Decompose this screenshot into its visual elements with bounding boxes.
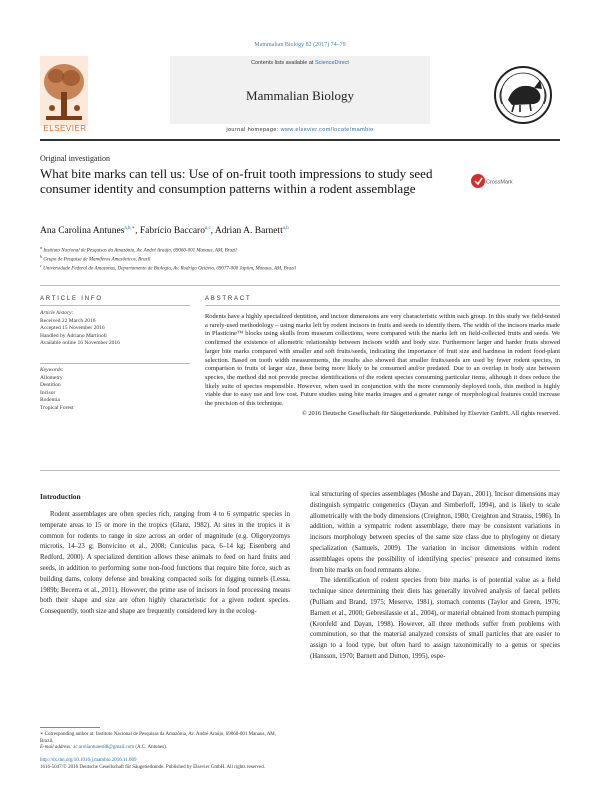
- footnote-address: ∗ Corresponding author at: Instituto Nacional de Pesquisas da Amazônia, Av. André Araújo, 69060-001 Manaus, AM, Brazil.: [40, 732, 277, 744]
- abstract-text: [205, 313, 560, 418]
- article-history: [40, 310, 190, 348]
- keyword: Tropical Forest: [40, 404, 74, 411]
- abstract-body: Rodents have a highly specialized dentition, and incisor dimensions are very characteristic within each group. In this study we field-tested a rarely-used methodology – using marks left by rodent incisors in fruits and seeds to identify them. The width of the incisors marks made in Plasticine™ blocks using skulls from museum collections, were compared with the marks left on field-collected fruits and seeds. We confirmed the existence of allometric relationship between incisors width and body size. Furthermore larger and harder fruits showed larger bite marks compared with smaller and soft fruits/seeds, indicating the importance of fruit size and hardness in rodent food-plant selection. Based on tooth width measurements, the results also showed that smaller fruits/seeds are used by fewer rodent species, in comparison to fruits of larger size, these being more likely to be consumed and/or predated. Due to an overlap in body size between species, the method did not provide precise identifications of the rodent species consuming particular items, although it does reduce the likely suite of species responsible. However, when used in conjunction with the more commonly deployed tools, this method is highly viable due to easy use and low cost. Future studies using bite marks images and a greater range of morphological features could increase the precision of this technique.: [205, 313, 560, 408]
- issn-line: 1616-5047/© 2016 Deutsche Gesellschaft für Säugetierkunde. Published by Elsevier GmbH. All rights reserved.: [40, 765, 266, 770]
- history-accepted: Accepted 15 November 2016: [40, 325, 105, 331]
- journal-citation[interactable]: Mammalian Biology 82 (2017) 74–79: [254, 42, 346, 48]
- keywords-block: [40, 367, 190, 412]
- article-info-rule: [40, 305, 190, 306]
- doi-link[interactable]: http://dx.doi.org/10.1016/j.mambio.2016.11.009: [40, 758, 137, 763]
- page-footer: [40, 757, 265, 771]
- history-received: Received 22 March 2016: [40, 317, 96, 324]
- contents-prefix: Contents lists available at: [251, 60, 315, 66]
- section-type: Original investigation: [40, 154, 110, 163]
- footnote-rule: [40, 727, 100, 728]
- keywords-rule: [40, 363, 190, 364]
- affiliation-b: $^b$ Grupo de Pesquisa de Mamíferos Amazônicos, Brazil: [40, 254, 151, 263]
- sciencedirect-link[interactable]: ScienceDirect: [314, 60, 349, 66]
- crossmark-label: CrossMark: [486, 179, 513, 186]
- author-name[interactable]: Fabrício Baccaro: [139, 226, 205, 237]
- email-suffix: (A.C. Antunes).: [134, 745, 168, 750]
- affiliation-rule: [40, 285, 560, 286]
- keyword: Incisor: [40, 389, 56, 396]
- author-sup[interactable]: a,c: [204, 226, 211, 231]
- introduction-heading: Introduction: [40, 492, 81, 501]
- journal-cover-logo: [490, 58, 556, 132]
- crossmark-icon[interactable]: [470, 170, 513, 192]
- keyword: Allometry: [40, 374, 63, 381]
- intro-paragraph-3: The identification of rodent species from bite marks is of potential value as a field technique since determining their diets has generally involved analysis of faecal pellets (Pulliam and Brand, 1975; Meserve, 1981), stomach contents (Taylor and Green, 1976; Barnett et al., 2000; Gebresilassie et al., 2004), or material obtained from stomach pumping (Kronfeld and Dayan, 1998). However, all three methods suffer from problems with comminution, so that the material analyzed consists of small particles that are easier to assign to a food type, but often hard to assign taxonomically to a genus or species (Hansson, 1970; Barnett and Dutton, 1995), espe-: [310, 577, 560, 660]
- abstract-bottom-rule: [40, 470, 560, 471]
- history-handled: Handled by Adriano Martinoli: [40, 332, 107, 339]
- intro-paragraph-2: ical structuring of species assemblages (Moshe and Dayan., 2001). Incisor dimensions may distinguish sympatric congenerics (Dayan and Simberloff, 1994), and is likely to scale allometrically with the body dimensions (Creighton, 1980; Creighton and Strauss, 1986). In addition, within a sympatric rodent assemblage, there may be consistent variations in incisors morphology between species of the same size class due to phylogeny or dietary specialization (Samuels, 2009). The variation in incisor dimensions within rodent assemblages opens the possibility of identifying species' presence and consumed items from bite marks on food remnants alone.: [310, 491, 560, 574]
- affiliation-a: $^a$ Instituto Nacional de Pesquisas da Amazônia, Av. André Araújo, 69060-001 Manaus, AM, Brazil: [40, 245, 237, 254]
- email-label: E-mail address:: [40, 745, 74, 750]
- journal-homepage-line: [170, 127, 430, 133]
- intro-paragraph-1: Rodent assemblages are often species rich, ranging from 4 to 6 sympatric species in temperate areas to 15 or more in the tropics (Glanz, 1982). At sites in the tropics it is common for rodents to range in size across an order of magnitude (e.g. Oligoryzomys microtis, 14–23 g; Bonvicino et al., 2008; Cuniculus paca, 6–14 kg; Eisenberg and Redford, 2000). A specialized dentition allows these animals to feed on hard fruits and seeds, in addition to performing some non-food functions that require bite force, such as building dams, colony defense and breaking compacted soils for digging tunnels (Lessa, 1989b; Becerra et al., 2011). However, the prime use of incisors in food processing means both their shape and size are often highly characteristic for a given rodent species. Consequently, tooth size and shape are frequently considered key in the ecolog-: [40, 511, 290, 616]
- abstract-rule: [205, 305, 560, 306]
- history-label: Article history:: [40, 310, 74, 316]
- journal-name: Mammalian Biology: [246, 88, 354, 103]
- author-list: Ana Carolina Antunes$^{a,b,∗}$, Fabrício Baccaro$^{a,c}$, Adrian A. Barnett$^{a,b}$: [40, 226, 289, 237]
- header-rule: [40, 139, 560, 141]
- email-link[interactable]: ac.aroliantunes88@gmail.com: [73, 745, 135, 750]
- abstract-copyright: © 2016 Deutsche Gesellschaft für Säugetierkunde. Published by Elsevier GmbH. All rights reserved.: [301, 409, 560, 417]
- homepage-prefix: journal homepage:: [226, 127, 281, 133]
- author-name[interactable]: Ana Carolina Antunes: [40, 226, 125, 237]
- elsevier-tree-logo: [40, 56, 88, 126]
- affiliation-c: $^c$ Universidade Federal do Amazonas, Departamento de Biologia, Av. Rodrigo Octávio, 69077-000 Japiim, Manaus, AM, Brazil: [40, 263, 296, 272]
- abstract-heading: ABSTRACT: [205, 296, 252, 302]
- article-info-heading: ARTICLE INFO: [40, 296, 103, 302]
- intro-right-column: [310, 490, 560, 663]
- homepage-link[interactable]: www.elsevier.com/locate/mambio: [280, 127, 374, 133]
- keywords-label: Keywords:: [40, 367, 64, 373]
- keyword: Rodentia: [40, 397, 60, 403]
- elsevier-wordmark: ELSEVIER: [43, 124, 87, 133]
- keyword: Dentition: [40, 382, 61, 388]
- article-title: What bite marks can tell us: Use of on-fruit tooth impressions to study seed consumer identity and consumption patterns within a rodent assemblage: [40, 166, 433, 196]
- corresponding-footnote: [40, 732, 290, 752]
- intro-left-column: [40, 510, 290, 618]
- history-online: Available online 16 November 2016: [40, 340, 120, 346]
- contents-line: [170, 60, 430, 66]
- author-sup[interactable]: a,b,∗: [124, 226, 136, 231]
- author-name[interactable]: Adrian A. Barnett: [214, 226, 283, 237]
- author-sup[interactable]: a,b: [282, 226, 289, 231]
